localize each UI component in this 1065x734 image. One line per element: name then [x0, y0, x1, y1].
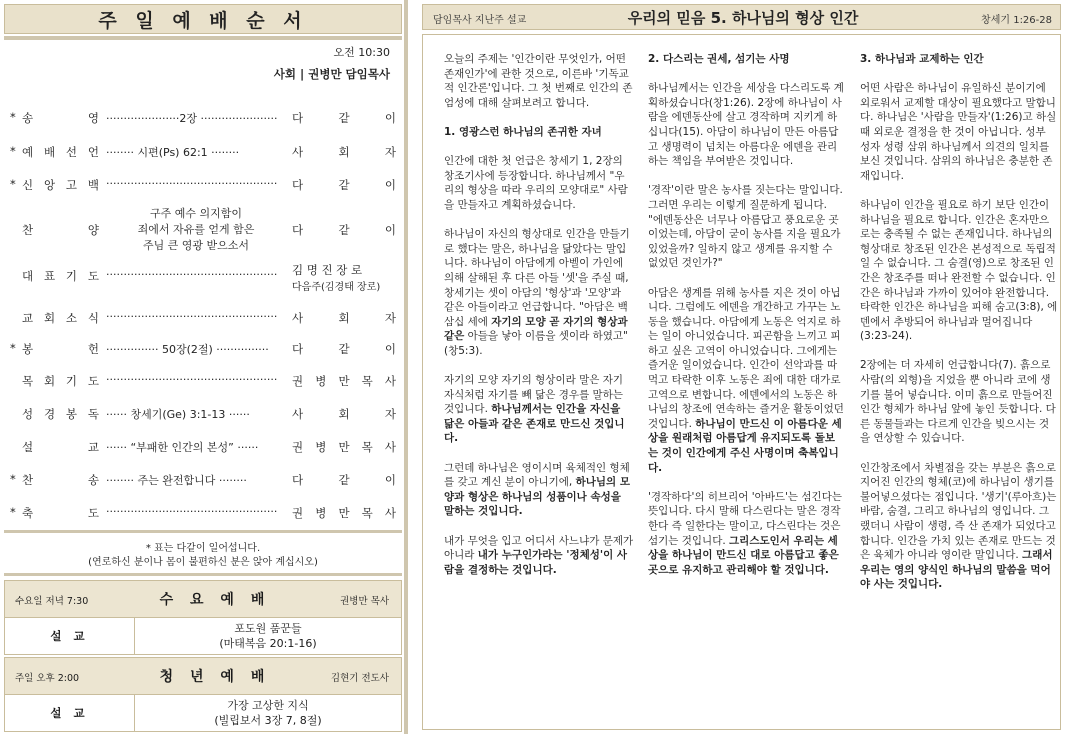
service-leader: 권병만 목사 [340, 596, 389, 607]
order-name: 목 회 기 도 [22, 374, 100, 388]
emphasis: 자기의 모양 곧 자기의 형상과 같은 [444, 315, 628, 343]
next-prayer-elder: 다음주(김경태 장로) [292, 282, 381, 293]
youth-service-header [4, 657, 402, 695]
prayer-elder: 김 명 진 장 로 [292, 263, 363, 277]
youth-sermon [4, 694, 402, 732]
sermon-header [422, 4, 1061, 30]
presider: 사회 | 권병만 담임목사 [273, 67, 390, 81]
emphasis: 그래서 우리는 영의 양식인 하나님의 말씀을 먹어야 사는 것입니다. [860, 549, 1053, 591]
divider [4, 36, 402, 40]
praise-songs [106, 206, 286, 254]
order-name: 대 표 기 도 [22, 269, 100, 283]
text-run: 아담은 생계를 위해 농사를 지은 것이 아닙니다. 그럼에도 에덴을 개간하고 가꾸는 노동을 했습니다. 아담에게 노동은 억지로 하는 일이 아니었습니다. 피곤함을 느끼고 피하고 싶은 고역이 아니었습니다. 그에게는 즐거운 일이었습니다. 인간이 선악과를 따먹고 타락한 이후 노동은 죄에 대한 대가로 고역으로 변합니다. 에덴에서의 노동은 하나님의 창조에 연속하는 즐거운 활동이었던 것입니다. [648, 286, 844, 430]
emphasis: 하나님께서는 인간을 자신을 닮은 아들과 같은 존재로 만드신 것입니다. [444, 403, 625, 445]
order-name: 축 도 [22, 506, 100, 520]
wednesday-service-header [4, 580, 402, 618]
text-run: 그런데 하나님은 영이시며 육체적인 형체를 갖고 계신 분이 아니기에, [444, 461, 630, 489]
praise-song: 주님 큰 영광 받으소서 [142, 239, 250, 252]
order-person: 다 같 이 [292, 111, 396, 125]
paragraph: 인간에 대한 첫 언급은 창세기 1, 2장의 창조기사에 등장합니다. 하나님께서 "우리의 형상을 따라 우리의 모양대로" 사람을 만들자고 계획하셨습니다. [444, 155, 628, 211]
section-heading: 3. 하나님과 교제하는 인간 [860, 53, 984, 65]
standing-mark: * [10, 505, 16, 519]
praise-song: 죄에서 자유를 얻게 함은 [137, 223, 255, 236]
service-time: 주일 오후 2:00 [15, 673, 80, 684]
text-run: 하나님이 자신의 형상대로 인간을 만들기로 했다는 말은, 하나님을 닮았다는 말입니다. 하나님이 아담에게 아벨이 가인에 의해 살해된 후 다른 아들 '셋'을 주실 때, 창세기는 셋이 아담의 '형상'과 '모양'과 같은 아들이라고 언급합니다. "아담은 백 삼십 세에 [444, 228, 630, 328]
order-name: 찬 송 [22, 473, 100, 487]
paragraph [444, 534, 634, 578]
emphasis: 하나님이 만드신 이 아름다운 세상을 원래처럼 아름답게 유지되도록 돌보는 것이 인간에게 주신 사명이며 축복입니다. [648, 417, 842, 474]
paragraph: 하나님이 인간을 필요로 하기 보단 인간이 하나님을 필요로 합니다. 인간은 혼자만으로는 충족될 수 없는 존재입니다. 하나님의 형상대로 창조된 인간은 본성적으로 독립적일 수 없습니다. 그 숨결(영)으로 창조된 인간은 창조주를 떠나 완전할 수 없습니다. 인간은 하나님과 가까이 있어야 완전합니다. 타락한 인간은 하나님을 피해 숨고(3:8), 에덴에서 추방되어 하나님과 멀어집니다(3:23-24). [860, 198, 1058, 343]
divider [4, 573, 402, 576]
standing-mark: * [10, 144, 16, 158]
order-name: 교 회 소 식 [22, 311, 100, 325]
paragraph: 어떤 사람은 하나님이 유일하신 분이기에 외로워서 교제할 대상이 필요했다고 말합니다. 하나님은 '사람을 만들자'(1:26)고 하실 때 외로운 결정을 한 것이 아닙니다. 성부 성자 성령 삼위 하나님께서 의견의 일치를 보신 것입니다. 삼위의 하나님은 충분한 존재입니다. [860, 82, 1057, 182]
text-run: 아들을 낳아 이름을 셋이라 하였고"(창5:3). [444, 330, 628, 357]
order-detail: ················································· [106, 177, 278, 190]
praise-song: 구주 예수 의지함이 [149, 207, 242, 220]
order-name: 설 교 [22, 440, 100, 454]
divider [4, 530, 402, 533]
order-name: 신 앙 고 백 [22, 178, 100, 192]
paragraph: 2장에는 더 자세히 언급합니다(7). 흙으로 사람(의 외형)을 지었을 뿐 아니라 코에 생기를 불어 넣습니다. 이미 흙으로 만들어진 인간 형체가 하나님 앞에 놓인 듯합니다. 다른 동물들과는 다르게 인간을 빚으시는 것을 연상할 수 있습니다. [860, 359, 1056, 445]
order-name: 찬 양 [22, 223, 100, 237]
emphasis: 내가 누구인가라는 '정체성'이 사람을 결정하는 것입니다. [444, 549, 628, 576]
sermon-title: 우리의 믿음 5. 하나님의 형상 인간 [627, 9, 859, 27]
order-person: 다 같 이 [292, 473, 396, 487]
paragraph: '경작'이란 말은 농사를 짓는다는 말입니다. 그러면 우리는 이렇게 질문하게 됩니다. "에덴동산은 너무나 아름답고 풍요로운 곳이었는데, 아담이 굳이 농사를 지을 필요가 있었을까? 일하지 않고 생계를 유지할 수 없었던 것인가?" [648, 184, 843, 270]
sermon-passage: (마태복음 20:1-16) [219, 637, 317, 650]
seated-note: (연로하신 분이나 몸이 불편하신 분은 앉아 계십시오) [88, 557, 318, 568]
order-detail: ······ 창세기(Ge) 3:1-13 ······ [106, 408, 250, 421]
sermon-column-3 [860, 52, 1058, 607]
sermon-title: 포도원 품꾼들 [234, 622, 302, 635]
sermon-label: 설 교 [5, 618, 135, 654]
service-title: 청 년 예 배 [159, 669, 271, 685]
order-name: 송 영 [22, 111, 100, 125]
text-run: 내가 무엇을 입고 어디서 사느냐가 문제가 아니라 [444, 534, 634, 562]
sermon-source: 담임목사 지난주 설교 [433, 15, 527, 26]
order-person: 사 회 자 [292, 311, 396, 325]
order-person: 권 병 만 목 사 [292, 374, 396, 388]
order-detail: ········ 시편(Ps) 62:1 ········ [106, 146, 240, 159]
paragraph: 오늘의 주제는 '인간이란 무엇인가, 어떤 존재인가'에 관한 것으로, 이른바 '기독교적 인간론'입니다. 그 첫 번째로 인간의 존엄성에 대해 살펴보려고 합니다. [444, 53, 633, 109]
order-name: 봉 헌 [22, 342, 100, 356]
order-person: 사 회 자 [292, 407, 396, 421]
paragraph [444, 373, 634, 446]
order-person: 권 병 만 목 사 [292, 440, 396, 454]
standing-mark: * [10, 472, 16, 486]
order-detail: ··············· 50장(2절) ··············· [106, 343, 269, 356]
paragraph: 하나님께서는 인간을 세상을 다스리도록 계획하셨습니다(창1:26). 2장에 하나님이 사람을 에덴동산에 살고 경작하며 지키게 하십니다(15). 아담이 하나님이 만든 아름답고 생명력이 넘치는 아름다운 에덴을 관리하는 책임을 부여받은 것입니다. [648, 82, 844, 168]
sermon-passage: (빌립보서 3장 7, 8절) [214, 714, 322, 727]
paragraph [860, 461, 1058, 592]
emphasis: 하나님의 모양과 형상은 하나님의 성품이나 속성을 말하는 것입니다. [444, 476, 630, 518]
sermon-column-2 [648, 52, 844, 592]
order-detail: ················································· [106, 310, 278, 323]
order-detail: ················································· [106, 373, 278, 386]
emphasis: 그리스도인서 우리는 세상을 하나님이 만드신 대로 아름답고 좋은 곳으로 유지하고 관리해야 할 것입니다. [648, 534, 839, 576]
order-detail: ·····················2장 ······················ [106, 112, 278, 125]
section-heading: 1. 영광스런 하나님의 존귀한 자녀 [444, 125, 602, 138]
text-run: 인간창조에서 차별점을 갖는 부분은 흙으로 지어진 인간의 형체(코)에 하나님이 생기를 불어넣으셨다는 점입니다. '생기'(루아흐)는 바람, 숨결, 그리고 하나님의 영입니다. 그랬더니 사람이 생령, 즉 산 존재가 되었다고 합니다. 인간을 가치 있는 존재로 만드는 것은 육체가 아니라 영이란 말입니다. [860, 461, 1057, 562]
service-leader: 김현기 전도사 [330, 673, 389, 684]
standing-mark: * [10, 110, 16, 124]
order-person: 다 같 이 [292, 178, 396, 192]
order-name: 예 배 선 언 [22, 145, 100, 159]
text-run: 자기의 모양 자기의 형상이라 말은 자기 자식처럼 자기를 빼 닮은 경우를 말하는 것입니다. [444, 374, 623, 416]
order-detail: ················································· [106, 268, 278, 281]
standing-note: * 표는 다같이 일어섭니다. [145, 543, 261, 554]
worship-order-page [0, 0, 408, 734]
wednesday-sermon [4, 617, 402, 655]
order-detail: ······ “부패한 인간의 본성” ······ [106, 441, 259, 454]
order-person: 사 회 자 [292, 145, 396, 159]
service-time: 오전 10:30 [333, 46, 390, 59]
sermon-title: 가장 고상한 지식 [227, 699, 309, 712]
order-detail: ········ 주는 완전합니다 ········ [106, 474, 247, 487]
sermon-column-1 [444, 52, 634, 592]
order-person [292, 262, 396, 293]
bulletin-title-bar [4, 4, 402, 34]
order-detail: ················································· [106, 505, 278, 518]
section-heading: 2. 다스리는 권세, 섬기는 사명 [648, 53, 790, 65]
service-time: 수요일 저녁 7:30 [15, 596, 89, 607]
sermon-verse: 창세기 1:26-28 [981, 15, 1052, 26]
service-title: 수 요 예 배 [159, 592, 271, 608]
sermon-info [135, 618, 401, 654]
sermon-label: 설 교 [5, 695, 135, 731]
sermon-info [135, 695, 401, 731]
order-person: 권 병 만 목 사 [292, 506, 396, 520]
paragraph [648, 286, 844, 476]
standing-mark: * [10, 341, 16, 355]
order-name: 성 경 봉 독 [22, 407, 100, 421]
paragraph [648, 490, 844, 578]
paragraph [444, 227, 634, 358]
order-person: 다 같 이 [292, 342, 396, 356]
paragraph [444, 461, 634, 519]
standing-mark: * [10, 177, 16, 191]
order-person: 다 같 이 [292, 223, 396, 237]
text-run: '경작하다'의 히브리어 '아바드'는 섬긴다는 뜻입니다. 다시 말해 다스린다는 말은 경작한다 즉 일한다는 말이고, 다스린다는 것은 섬기는 것입니다. [648, 490, 842, 547]
bulletin-title: 주 일 예 배 순 서 [98, 9, 308, 32]
